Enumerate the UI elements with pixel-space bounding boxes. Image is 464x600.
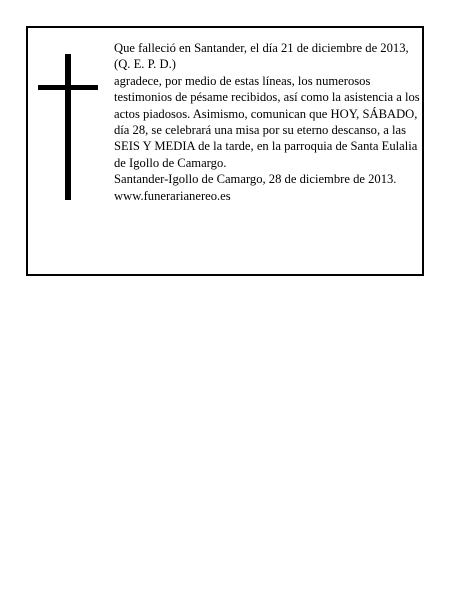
gratitude-body: agradece, por medio de estas líneas, los numerosos testimonios de pésame recibidos, así como la asistencia a los actos piadosos. Asimismo, comunican que HOY, SÁBADO, día 28, se celebrará una misa por su eterno descanso, a las SEIS Y MEDIA de la tarde, en la parroquia de Santa Eulalia de Igollo de Camargo. bbox=[114, 73, 420, 170]
cross-icon bbox=[38, 54, 98, 200]
obituary-notice bbox=[26, 26, 424, 276]
cross-vertical-bar bbox=[65, 54, 71, 200]
death-announcement: Que falleció en Santander, el día 21 de diciembre de 2013, bbox=[114, 41, 409, 55]
funeral-home-website: www.funerarianereo.es bbox=[114, 188, 231, 203]
cross-horizontal-bar bbox=[38, 85, 98, 90]
qepd-label: (Q. E. P. D.) bbox=[114, 57, 176, 72]
notice-text bbox=[114, 40, 420, 204]
place-and-date: Santander-Igollo de Camargo, 28 de diciembre de 2013. bbox=[114, 172, 397, 187]
